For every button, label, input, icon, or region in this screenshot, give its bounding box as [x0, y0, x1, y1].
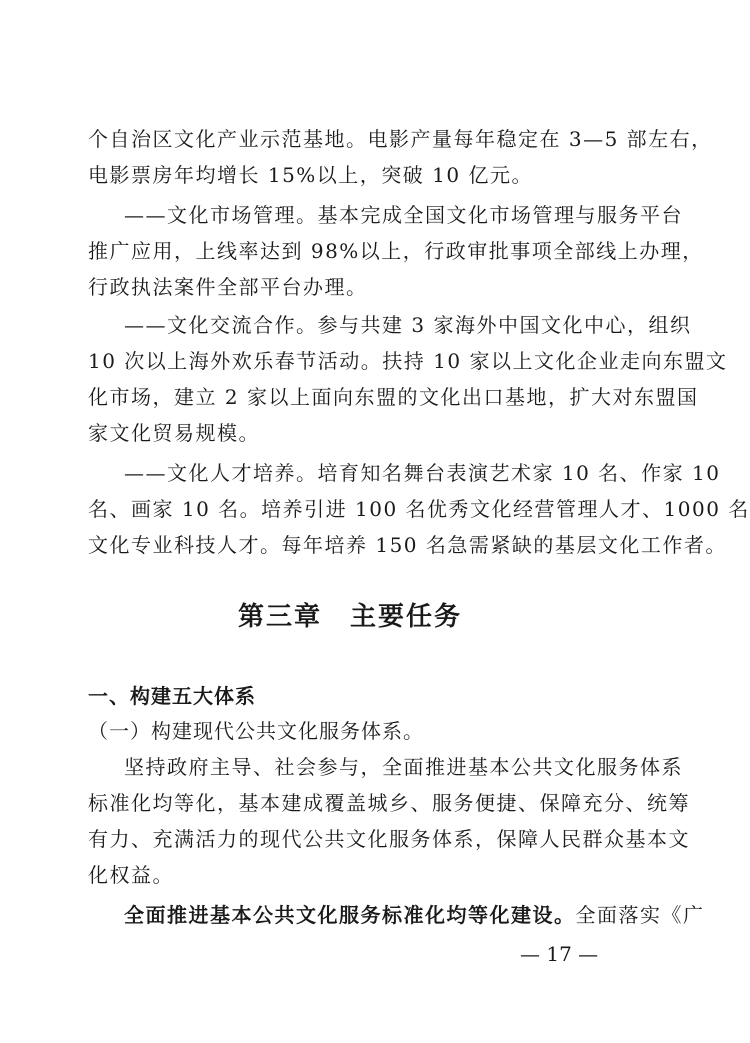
text-run: 全面落实《广	[575, 903, 705, 927]
text-line: 推广应用，上线率达到 98%以上，行政审批事项全部线上办理，	[88, 239, 704, 263]
chapter-title: 第三章 主要任务	[237, 602, 462, 632]
text-line: 行政执法案件全部平台办理。	[88, 275, 368, 299]
text-line: 10 次以上海外欢乐春节活动。扶持 10 家以上文化企业走向东盟文	[88, 349, 728, 373]
section-heading: 一、构建五大体系	[88, 684, 256, 708]
text-line: 坚持政府主导、社会参与，全面推进基本公共文化服务体系	[124, 755, 683, 779]
text-line: 个自治区文化产业示范基地。电影产量每年稳定在 3—5 部左右，	[88, 127, 713, 151]
subsection-heading: （一）构建现代公共文化服务体系。	[88, 719, 424, 743]
text-line	[124, 900, 705, 930]
text-line: ——文化市场管理。基本完成全国文化市场管理与服务平台	[124, 203, 683, 227]
text-line: 化市场，建立 2 家以上面向东盟的文化出口基地，扩大对东盟国	[88, 385, 699, 409]
bold-lead-sentence: 全面推进基本公共文化服务标准化均等化建设。	[124, 903, 576, 927]
text-line: ——文化人才培养。培育知名舞台表演艺术家 10 名、作家 10	[124, 461, 721, 485]
text-line: ——文化交流合作。参与共建 3 家海外中国文化中心，组织	[124, 313, 692, 337]
text-line: 电影票房年均增长 15%以上，突破 10 亿元。	[88, 163, 533, 187]
page-number: — 17 —	[520, 942, 599, 966]
text-line: 名、画家 10 名。培养引进 100 名优秀文化经营管理人才、1000 名	[88, 497, 750, 521]
text-line: 家文化贸易规模。	[88, 421, 260, 445]
text-line: 有力、充满活力的现代公共文化服务体系，保障人民群众基本文	[88, 827, 690, 851]
text-line: 化权益。	[88, 863, 174, 887]
text-line: 标准化均等化，基本建成覆盖城乡、服务便捷、保障充分、统筹	[88, 791, 690, 815]
text-line: 文化专业科技人才。每年培养 150 名急需紧缺的基层文化工作者。	[88, 533, 727, 557]
